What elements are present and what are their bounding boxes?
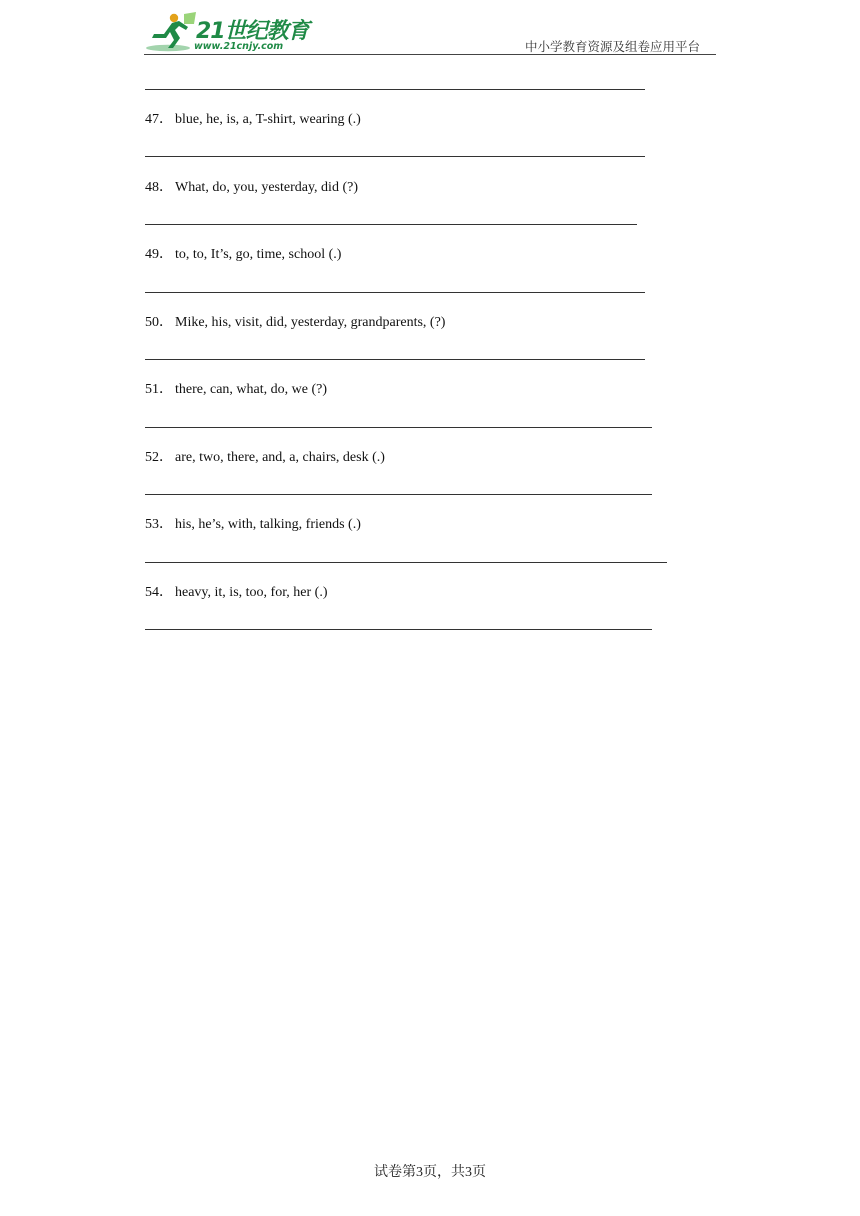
answer-line-51: [145, 427, 652, 428]
logo: [144, 10, 324, 54]
question-text: blue, he, is, a, T-shirt, wearing (.): [175, 112, 361, 127]
question-number: 52．: [145, 450, 173, 465]
answer-line-52: [145, 494, 652, 495]
question-50: [145, 311, 445, 331]
question-number: 47．: [145, 112, 173, 127]
question-47: [145, 108, 361, 128]
question-text: heavy, it, is, too, for, her (.): [175, 585, 328, 600]
answer-line-46: [145, 89, 645, 90]
question-number: 51．: [145, 382, 173, 397]
answer-line-49: [145, 292, 645, 293]
question-text: What, do, you, yesterday, did (?): [175, 180, 358, 195]
platform-title: 中小学教育资源及组卷应用平台: [524, 39, 700, 54]
question-number: 54．: [145, 585, 173, 600]
answer-line-48: [145, 224, 637, 225]
question-text: there, can, what, do, we (?): [175, 382, 327, 397]
question-number: 48．: [145, 180, 173, 195]
question-text: to, to, It’s, go, time, school (.): [175, 247, 342, 262]
logo-brand-text: 21世纪教育: [196, 19, 309, 44]
question-number: 49．: [145, 247, 173, 262]
answer-line-50: [145, 359, 645, 360]
runner-logo-icon: [144, 10, 200, 54]
page-footer: 试卷第3页，共3页: [374, 1165, 486, 1180]
answer-line-54: [145, 629, 652, 630]
question-text: Mike, his, visit, did, yesterday, grandparents, (?): [175, 315, 446, 330]
page-header: [144, 10, 716, 56]
logo-url-text: www.21cnjy.com: [194, 41, 284, 52]
header-divider: [144, 54, 716, 55]
question-53: [145, 513, 361, 533]
question-48: [145, 176, 358, 196]
answer-line-53: [145, 562, 667, 563]
question-51: [145, 378, 327, 398]
question-number: 53．: [145, 517, 173, 532]
question-text: are, two, there, and, a, chairs, desk (.): [175, 450, 385, 465]
answer-line-47: [145, 156, 645, 157]
question-52: [145, 446, 385, 466]
question-number: 50．: [145, 315, 173, 330]
question-49: [145, 243, 341, 263]
question-54: [145, 581, 328, 601]
question-text: his, he’s, with, talking, friends (.): [175, 517, 361, 532]
